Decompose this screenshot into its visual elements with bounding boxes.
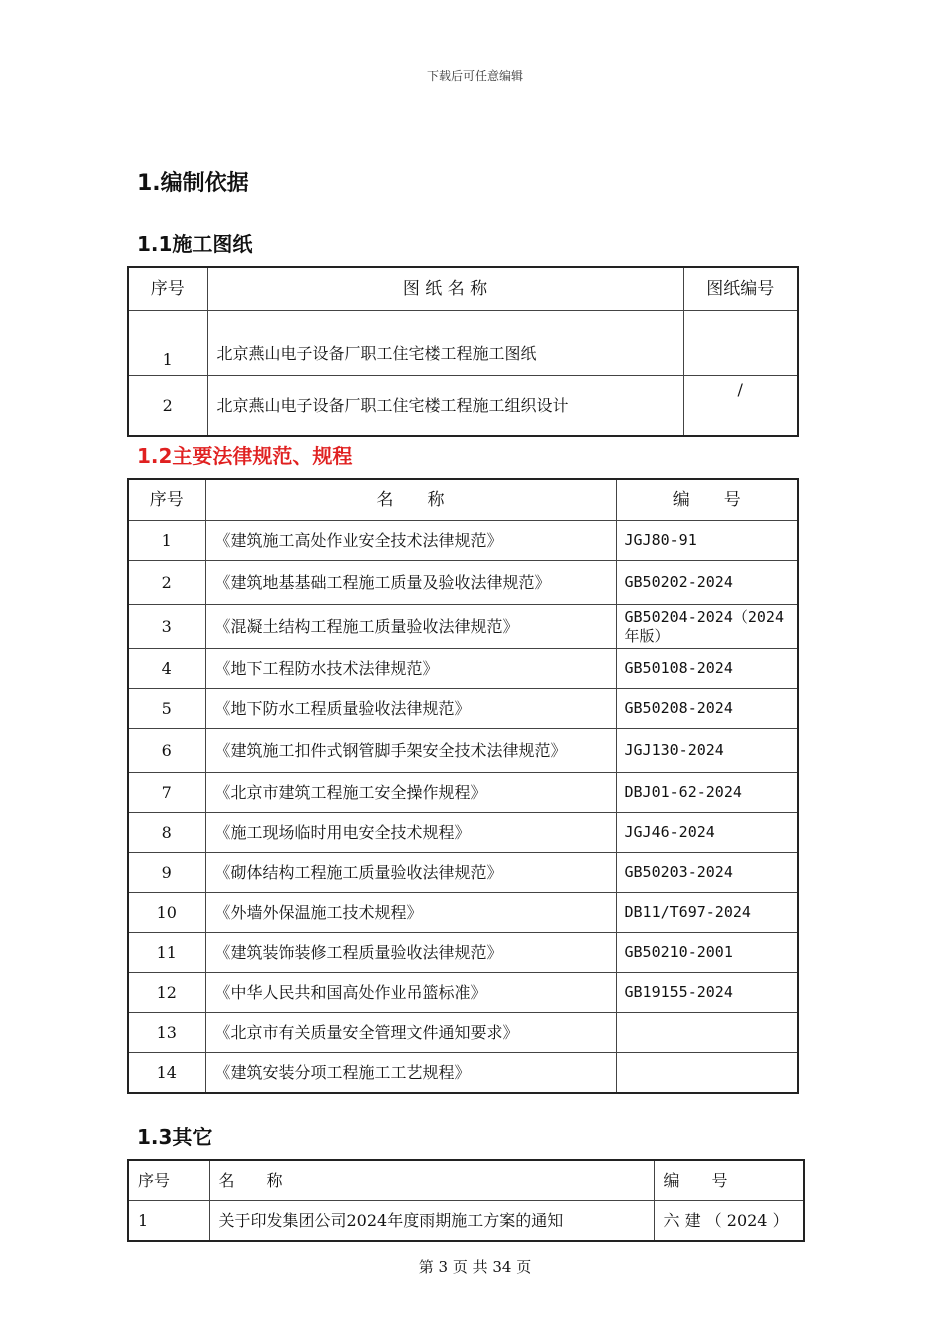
cell-code: GB50210-2001 (616, 933, 798, 973)
cell-name: 《中华人民共和国高处作业吊篮标准》 (205, 973, 616, 1013)
table-row (128, 311, 798, 376)
col-header-name: 名 称 (205, 479, 616, 521)
cell-name: 北京燕山电子设备厂职工住宅楼工程施工组织设计 (207, 376, 683, 437)
cell-no: 8 (128, 813, 205, 853)
cell-name: 《建筑施工扣件式钢管脚手架安全技术法律规范》 (205, 729, 616, 773)
cell-no: 3 (128, 605, 205, 649)
cell-code: JGJ80-91 (616, 521, 798, 561)
cell-code: / (683, 376, 798, 437)
cell-no: 6 (128, 729, 205, 773)
table-row (128, 973, 798, 1013)
cell-code: DB11/T697-2024 (616, 893, 798, 933)
col-header-name: 图 纸 名 称 (207, 267, 683, 311)
cell-code: GB50203-2024 (616, 853, 798, 893)
col-header-no: 序号 (128, 479, 205, 521)
cell-name: 《北京市建筑工程施工安全操作规程》 (205, 773, 616, 813)
cell-code: GB50108-2024 (616, 649, 798, 689)
col-header-code: 编 号 (616, 479, 798, 521)
cell-code: GB50208-2024 (616, 689, 798, 729)
table-row (128, 933, 798, 973)
section-1-2-title: 1.2主要法律规范、规程 (137, 444, 353, 468)
cell-code: GB50204-2024（2024年版） (616, 605, 798, 649)
table-row (128, 376, 798, 437)
cell-name: 《建筑地基基础工程施工质量及验收法律规范》 (205, 561, 616, 605)
table-row (128, 561, 798, 605)
table-row (128, 729, 798, 773)
cell-name: 《建筑装饰装修工程质量验收法律规范》 (205, 933, 616, 973)
cell-no: 2 (128, 561, 205, 605)
cell-name: 《施工现场临时用电安全技术规程》 (205, 813, 616, 853)
table-row (128, 605, 798, 649)
cell-code: JGJ130-2024 (616, 729, 798, 773)
cell-no: 5 (128, 689, 205, 729)
cell-code: GB19155-2024 (616, 973, 798, 1013)
cell-code: DBJ01-62-2024 (616, 773, 798, 813)
cell-name: 《地下防水工程质量验收法律规范》 (205, 689, 616, 729)
cell-no: 12 (128, 973, 205, 1013)
heading-compilation-basis: 1.编制依据 (137, 171, 249, 196)
section-1-3-title: 1.3其它 (137, 1125, 213, 1149)
table-row (128, 1053, 798, 1094)
cell-no: 4 (128, 649, 205, 689)
cell-name: 《地下工程防水技术法律规范》 (205, 649, 616, 689)
cell-no: 10 (128, 893, 205, 933)
table-header-row (128, 267, 798, 311)
cell-no: 1 (128, 311, 207, 376)
table-row (128, 893, 798, 933)
col-header-no: 序号 (128, 1160, 209, 1201)
table-row (128, 689, 798, 729)
drawings-table (127, 266, 799, 437)
col-header-code: 图纸编号 (683, 267, 798, 311)
cell-code (616, 1053, 798, 1094)
table-header-row (128, 479, 798, 521)
cell-no: 1 (128, 521, 205, 561)
cell-no: 9 (128, 853, 205, 893)
cell-no: 14 (128, 1053, 205, 1094)
other-docs-table (127, 1159, 805, 1242)
cell-no: 13 (128, 1013, 205, 1053)
cell-no: 2 (128, 376, 207, 437)
table-row (128, 773, 798, 813)
cell-no: 1 (128, 1201, 209, 1242)
col-header-code: 编 号 (654, 1160, 804, 1201)
table-row (128, 1201, 804, 1242)
col-header-no: 序号 (128, 267, 207, 311)
table-row (128, 521, 798, 561)
cell-code (683, 311, 798, 376)
cell-code: 六 建 （ 2024 ） (654, 1201, 804, 1242)
cell-name: 《建筑施工高处作业安全技术法律规范》 (205, 521, 616, 561)
cell-no: 7 (128, 773, 205, 813)
cell-name: 关于印发集团公司2024年度雨期施工方案的通知 (209, 1201, 654, 1242)
page-footer: 第 3 页 共 34 页 (418, 1258, 532, 1276)
cell-name: 《混凝土结构工程施工质量验收法律规范》 (205, 605, 616, 649)
section-1-1-title: 1.1施工图纸 (137, 232, 253, 256)
cell-name: 《北京市有关质量安全管理文件通知要求》 (205, 1013, 616, 1053)
cell-code: GB50202-2024 (616, 561, 798, 605)
cell-no: 11 (128, 933, 205, 973)
col-header-name: 名 称 (209, 1160, 654, 1201)
cell-name: 《砌体结构工程施工质量验收法律规范》 (205, 853, 616, 893)
cell-code (616, 1013, 798, 1053)
regulations-table (127, 478, 799, 1094)
cell-name: 北京燕山电子设备厂职工住宅楼工程施工图纸 (207, 311, 683, 376)
cell-name: 《建筑安装分项工程施工工艺规程》 (205, 1053, 616, 1094)
table-row (128, 853, 798, 893)
header-note: 下载后可任意编辑 (426, 69, 523, 83)
table-row (128, 813, 798, 853)
cell-code: JGJ46-2024 (616, 813, 798, 853)
table-row (128, 1013, 798, 1053)
table-row (128, 649, 798, 689)
cell-name: 《外墙外保温施工技术规程》 (205, 893, 616, 933)
table-header-row (128, 1160, 804, 1201)
